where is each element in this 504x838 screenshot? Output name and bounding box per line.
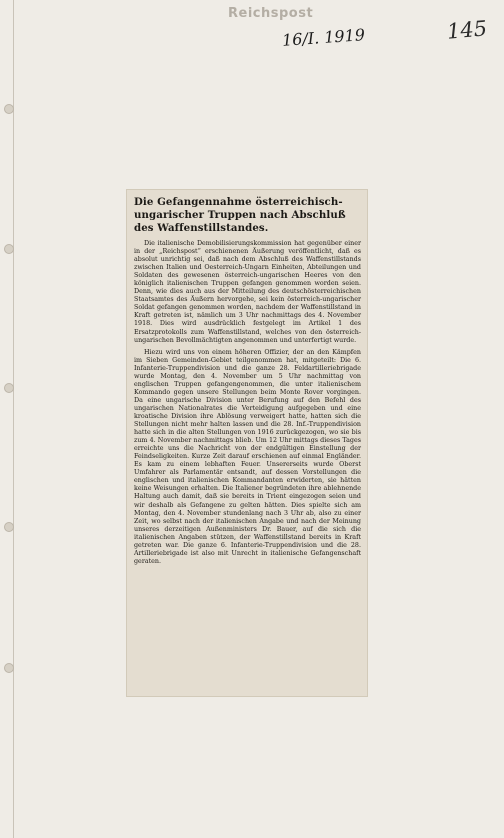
folio-number: 145	[446, 16, 489, 44]
clipping-paragraph: Hiezu wird uns von einem höheren Offizier, der an den Kämpfen im Sieben Gemeinden-Gebiet teilgenommen hat, mitgeteilt: Die 6. Infanterie-Truppendivision und die ganze 28. Feldartilleriebrigade wurde Montag, den 4. November um 5 Uhr nachmittag von englischen Truppen gefangengenommen, die unter italienischem Kommando gegen unsere Stellungen beim Monte Rover vorgingen. Da eine ungarische Division unter Berufung auf den Befehl des ungarischen Nationalrates die Verteidigung aufgegeben und eine kroatische Division ihre Ablösung verweigert hatte, hatten sich die Stellungen nicht mehr halten lassen und die 28. Inf.-Truppendivision hatte sich in die alten Stellungen von 1916 zurückgezogen, wo sie bis zum 4. November nachmittags blieb. Um 12 Uhr mittags dieses Tages erreichte uns die Nachricht von der endgültigen Einstellung der Feindseligkeiten. Kurze Zeit darauf erschienen auf einmal Engländer. Es kam zu einem lebhaften Feuer. Unsererseits wurde Oberst Umfahrer als Parlamentär entsandt, auf dessen Vorstellungen die englischen und italienischen Kommandanten erwiderten, sie hätten keine Weisungen erhalten. Die Italiener begründeten ihre ablehnende Haltung auch damit, daß sie bereits in Trient eingezogen seien und wir deshalb als Gefangene zu gelten hätten. Dies spielte sich am Montag, den 4. November stundenlang nach 3 Uhr ab, also zu einer Zeit, wo selbst nach der italienischen Angabe und nach der Meinung unseres derzeitigen Außenministers Dr. Bauer, auf die sich die italienischen Angaben stützen, der Waffenstillstand bereits in Kraft getreten war. Die ganze 6. Infanterie-Truppendivision und die 28. Artilleriebrigade ist also mit Unrecht in italienische Gefangenschaft geraten.	[134, 348, 361, 565]
punch-hole	[4, 383, 14, 393]
clipping-headline: Die Gefangennahme österreichisch-ungarischer Truppen nach Abschluß des Waffenstillstandes.	[134, 196, 346, 234]
margin-rule	[13, 0, 14, 838]
newspaper-stamp: Reichspost	[228, 6, 314, 21]
punch-hole	[4, 104, 14, 114]
punch-hole	[4, 663, 14, 673]
handwritten-date: 16/I. 1919	[281, 25, 366, 50]
punch-hole	[4, 522, 14, 532]
newspaper-clipping	[127, 190, 367, 696]
clipping-paragraph: Die italienische Demobilisierungskommission hat gegenüber einer in der „Reichspost“ erschienenen Äußerung veröffentlicht, daß es absolut unrichtig sei, daß nach dem Abschluß des Waffenstillstands zwischen Italien und Oesterreich-Ungarn Einheiten, Abteilungen und Soldaten des gewesenen österreich-ungarischen Heeres von den königlich italienischen Truppen gefangen genommen worden seien. Denn, wie dies auch aus der Mitteilung des deutschösterreichischen Staatsamtes des Äußern hervorgehe, sei kein österreich-ungarischer Soldat gefangen genommen worden, nachdem der Waffenstillstand in Kraft getreten ist, nämlich um 3 Uhr nachmittags des 4. November 1918. Dies wird ausdrücklich festgelegt im Artikel 1 des Ersatzprotokolls zum Waffenstillstand, welches von den österreich-ungarischen Bevollmächtigten angenommen und unterfertigt wurde.	[134, 240, 361, 344]
punch-hole	[4, 244, 14, 254]
